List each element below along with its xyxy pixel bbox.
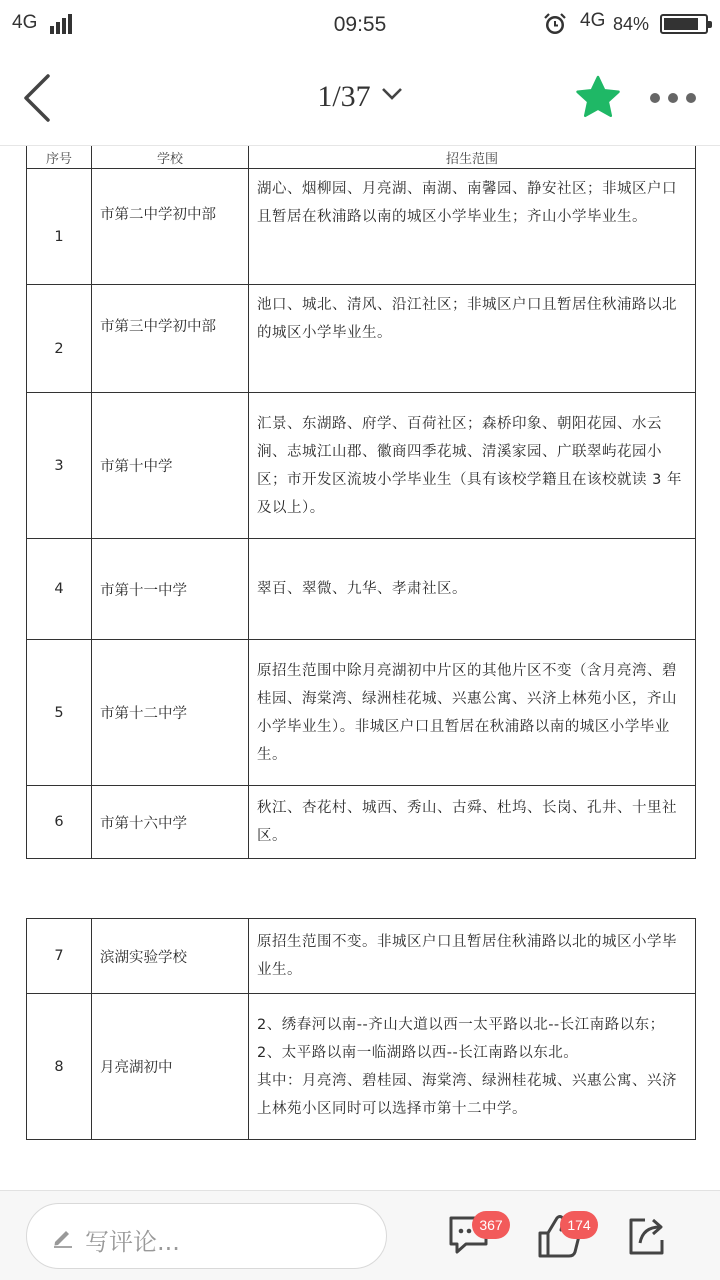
row-school: 市第二中学初中部 bbox=[92, 169, 249, 285]
battery-icon bbox=[660, 14, 708, 34]
enrollment-table-continued bbox=[26, 918, 696, 1140]
row-school: 滨湖实验学校 bbox=[92, 919, 249, 994]
table-row bbox=[27, 169, 696, 285]
signal-label: 4G bbox=[12, 12, 38, 33]
like-count-badge: 174 bbox=[560, 1211, 598, 1239]
row-range: 2、绣春河以南--齐山大道以西一太平路以北--长江南路以东；2、太平路以南一临湖路以西--长江南路以东北。 bbox=[257, 1016, 665, 1061]
chevron-down-icon bbox=[381, 87, 403, 101]
row-no: 6 bbox=[27, 786, 92, 859]
table-row bbox=[27, 786, 696, 859]
row-no: 8 bbox=[27, 994, 92, 1140]
header-no: 序号 bbox=[27, 146, 92, 169]
row-school: 月亮湖初中 bbox=[92, 994, 249, 1140]
document-view[interactable] bbox=[0, 146, 720, 1190]
row-no: 5 bbox=[27, 640, 92, 786]
row-no: 2 bbox=[27, 285, 92, 393]
row-no: 3 bbox=[27, 393, 92, 539]
comment-count-badge: 367 bbox=[472, 1211, 510, 1239]
row-range: 原招生范围中除月亮湖初中片区的其他片区不变（含月亮湾、碧桂园、海棠湾、绿洲桂花城、兴惠公寓、兴济上林苑小区，齐山小学毕业生）。非城区户口且暂居在秋浦路以南的城区小学毕业生。 bbox=[249, 640, 696, 786]
table-header-row bbox=[27, 146, 696, 169]
enrollment-table bbox=[26, 146, 696, 859]
table-row bbox=[27, 539, 696, 640]
row-school: 市第三中学初中部 bbox=[92, 285, 249, 393]
row-no: 7 bbox=[27, 919, 92, 994]
more-icon[interactable] bbox=[648, 88, 698, 108]
clock: 09:55 bbox=[333, 13, 387, 36]
comment-placeholder: 写评论... bbox=[85, 1228, 180, 1256]
row-no: 4 bbox=[27, 539, 92, 640]
table-row bbox=[27, 919, 696, 994]
star-icon[interactable] bbox=[575, 75, 621, 119]
status-bar bbox=[0, 0, 720, 50]
row-range: 湖心、烟柳园、月亮湖、南湖、南馨园、静安社区；非城区户口且暂居在秋浦路以南的城区小学毕业生；齐山小学毕业生。 bbox=[249, 169, 696, 285]
table-row bbox=[27, 994, 696, 1140]
row-range-cell bbox=[249, 994, 696, 1140]
top-nav bbox=[0, 50, 720, 146]
pen-icon bbox=[51, 1225, 75, 1249]
row-school: 市第十二中学 bbox=[92, 640, 249, 786]
network-label: 4G bbox=[580, 10, 606, 31]
row-no: 1 bbox=[27, 169, 92, 285]
header-range: 招生范围 bbox=[249, 146, 696, 169]
bottom-action-bar bbox=[0, 1190, 720, 1280]
alarm-icon bbox=[543, 12, 567, 36]
share-icon bbox=[624, 1213, 670, 1259]
row-range: 秋江、杏花村、城西、秀山、古舜、杜坞、长岗、孔井、十里社区。 bbox=[249, 786, 696, 859]
row-range: 翠百、翠微、九华、孝肃社区。 bbox=[249, 539, 696, 640]
row-range: 汇景、东湖路、府学、百荷社区；森桥印象、朝阳花园、水云涧、志城江山郡、徽商四季花城、清溪家园、广联翠屿花园小区；市开发区流坡小学毕业生（具有该校学籍且在该校就读 3 年及以上）。 bbox=[249, 393, 696, 539]
row-range: 原招生范围不变。非城区户口且暂居住秋浦路以北的城区小学毕业生。 bbox=[249, 919, 696, 994]
row-school: 市第十一中学 bbox=[92, 539, 249, 640]
row-school: 市第十六中学 bbox=[92, 786, 249, 859]
table-row bbox=[27, 285, 696, 393]
row-range-note: 其中：月亮湾、碧桂园、海棠湾、绿洲桂花城、兴惠公寓、兴济上林苑小区同时可以选择市第十二中学。 bbox=[257, 1072, 677, 1117]
header-school: 学校 bbox=[92, 146, 249, 169]
row-school: 市第十中学 bbox=[92, 393, 249, 539]
table-row bbox=[27, 393, 696, 539]
page-indicator-text: 1/37 bbox=[317, 80, 371, 113]
share-button[interactable] bbox=[624, 1213, 670, 1259]
table-row bbox=[27, 640, 696, 786]
row-range: 池口、城北、清风、沿江社区；非城区户口且暂居住秋浦路以北的城区小学毕业生。 bbox=[249, 285, 696, 393]
comment-input[interactable] bbox=[26, 1203, 387, 1269]
battery-percent: 84% bbox=[613, 14, 650, 34]
